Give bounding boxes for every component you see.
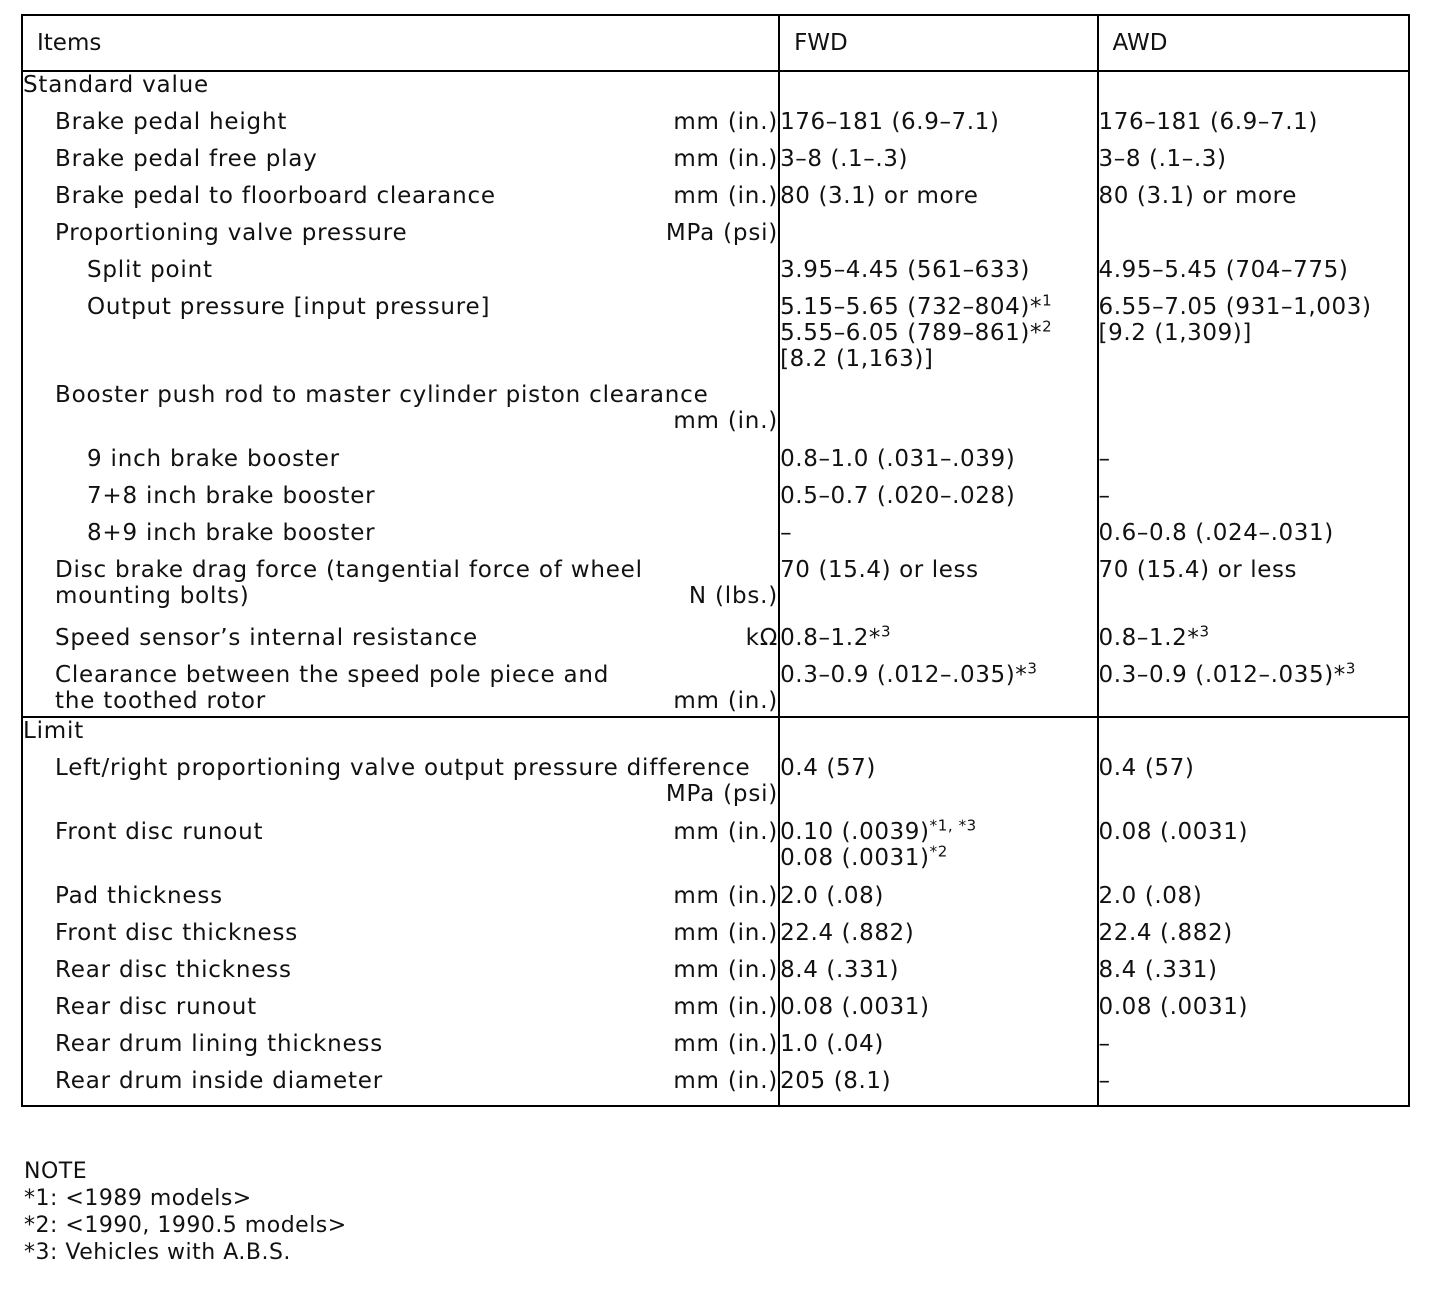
header-row xyxy=(22,15,1409,71)
awd-value: 2.0 (.08) xyxy=(1098,883,1203,909)
notes-title: NOTE xyxy=(24,1159,88,1184)
spec-row: Proportioning valve pressure MPa (psi) xyxy=(55,220,779,246)
spec-row: 7+8 inch brake booster xyxy=(87,483,376,509)
fwd-value: 0.4 (57) xyxy=(780,755,876,781)
spec-row: Front disc thickness mm (in.) xyxy=(55,920,779,946)
awd-value: 4.95–5.45 (704–775) xyxy=(1098,257,1349,283)
fwd-value xyxy=(780,220,1096,257)
fwd-value: 0.8–1.0 (.031–.039) xyxy=(780,446,1016,472)
notes-block xyxy=(24,1158,347,1266)
standard-section xyxy=(22,71,1409,717)
fwd-value: 70 (15.4) or less xyxy=(780,557,979,583)
awd-value: 0.3–0.9 (.012–.035)*$^3$ xyxy=(1098,659,1357,688)
spec-row: Front disc runout mm (in.) xyxy=(55,819,779,845)
note-item: *2: <1990, 1990.5 models> xyxy=(24,1213,347,1238)
awd-value: – xyxy=(1098,446,1111,472)
spec-row: Rear drum inside diameter mm (in.) xyxy=(55,1068,779,1094)
awd-value: 0.6–0.8 (.024–.031) xyxy=(1098,520,1334,546)
fwd-value: 0.08 (.0031) xyxy=(780,994,930,1020)
spec-row: 8+9 inch brake booster xyxy=(87,520,376,546)
standard-awd-cell xyxy=(1098,71,1409,717)
limit-items-cell xyxy=(22,717,779,1106)
fwd-value: 0.5–0.7 (.020–.028) xyxy=(780,483,1016,509)
spec-row: Split point xyxy=(87,257,213,283)
spec-row: Clearance between the speed pole piece and the toothed rotor mm (in.) xyxy=(55,662,779,714)
header-awd: AWD xyxy=(1098,15,1409,71)
section-title: Limit xyxy=(23,718,85,744)
note-item: *1: <1989 models> xyxy=(24,1186,252,1211)
header-fwd: FWD xyxy=(779,15,1097,71)
spec-row: Rear disc thickness mm (in.) xyxy=(55,957,779,983)
fwd-value: 80 (3.1) or more xyxy=(780,183,979,209)
spec-row: Brake pedal to floorboard clearance mm (in.) xyxy=(55,183,779,209)
awd-value: 80 (3.1) or more xyxy=(1098,183,1297,209)
awd-value: 0.08 (.0031) xyxy=(1098,994,1249,1020)
fwd-value: – xyxy=(780,520,793,546)
limit-fwd-cell xyxy=(779,717,1097,1106)
spec-row: Brake pedal free play mm (in.) xyxy=(55,146,779,172)
spec-row: Output pressure [input pressure] xyxy=(87,294,491,320)
fwd-value: 5.15–5.65 (732–804)*$^1$ 5.55–6.05 (789–861)*$^2$ [8.2 (1,163)] xyxy=(780,291,1053,372)
specification-table xyxy=(21,14,1410,1107)
fwd-value: 3.95–4.45 (561–633) xyxy=(780,257,1030,283)
spec-row: Left/right proportioning valve output pressure difference MPa (psi) xyxy=(55,755,779,807)
fwd-value: 1.0 (.04) xyxy=(780,1031,884,1057)
section-title: Standard value xyxy=(23,72,209,98)
fwd-value: 3–8 (.1–.3) xyxy=(780,146,909,172)
fwd-value: 2.0 (.08) xyxy=(780,883,884,909)
fwd-value: 0.8–1.2*$^3$ xyxy=(780,622,892,651)
fwd-value: 0.3–0.9 (.012–.035)*$^3$ xyxy=(780,659,1038,688)
limit-awd-cell xyxy=(1098,717,1409,1106)
standard-items-cell xyxy=(22,71,779,717)
fwd-value xyxy=(780,382,1096,446)
fwd-value: 0.10 $(.0039)^{*1, *3}$ 0.08 $(.0031)^{*2}$ xyxy=(780,816,977,871)
spec-row: Rear drum lining thickness mm (in.) xyxy=(55,1031,779,1057)
spec-row: Brake pedal height mm (in.) xyxy=(55,109,779,135)
awd-value: 6.55–7.05 (931–1,003) [9.2 (1,309)] xyxy=(1098,294,1372,346)
awd-value: 22.4 (.882) xyxy=(1098,920,1233,946)
note-item: *3: Vehicles with A.B.S. xyxy=(24,1240,291,1265)
header-items: Items xyxy=(22,15,779,71)
awd-value: 3–8 (.1–.3) xyxy=(1098,146,1227,172)
fwd-value: 8.4 (.331) xyxy=(780,957,900,983)
fwd-value: 22.4 (.882) xyxy=(780,920,915,946)
fwd-value: 176–181 (6.9–7.1) xyxy=(780,109,1000,135)
limit-section xyxy=(22,717,1409,1106)
awd-value: – xyxy=(1098,1068,1111,1094)
spec-row: 9 inch brake booster xyxy=(87,446,340,472)
awd-value xyxy=(1099,382,1408,446)
awd-value: 176–181 (6.9–7.1) xyxy=(1098,109,1318,135)
awd-value: 70 (15.4) or less xyxy=(1098,557,1298,583)
spec-row: Speed sensor’s internal resistance kΩ xyxy=(55,625,779,651)
spec-row: Disc brake drag force (tangential force of wheel mounting bolts) N (lbs.) xyxy=(55,557,779,609)
fwd-value: 205 (8.1) xyxy=(780,1068,892,1094)
spec-row: Pad thickness mm (in.) xyxy=(55,883,779,909)
awd-value: – xyxy=(1098,1031,1111,1057)
awd-value: 0.4 (57) xyxy=(1098,755,1195,781)
awd-value: 8.4 (.331) xyxy=(1098,957,1218,983)
awd-value: 0.8–1.2*$^3$ xyxy=(1098,622,1210,651)
spec-row: Booster push rod to master cylinder piston clearance mm (in.) xyxy=(55,382,779,434)
spec-row: Rear disc runout mm (in.) xyxy=(55,994,779,1020)
awd-value xyxy=(1099,220,1408,257)
awd-value: – xyxy=(1098,483,1111,509)
standard-fwd-cell xyxy=(779,71,1097,717)
awd-value: 0.08 (.0031) xyxy=(1098,819,1249,845)
